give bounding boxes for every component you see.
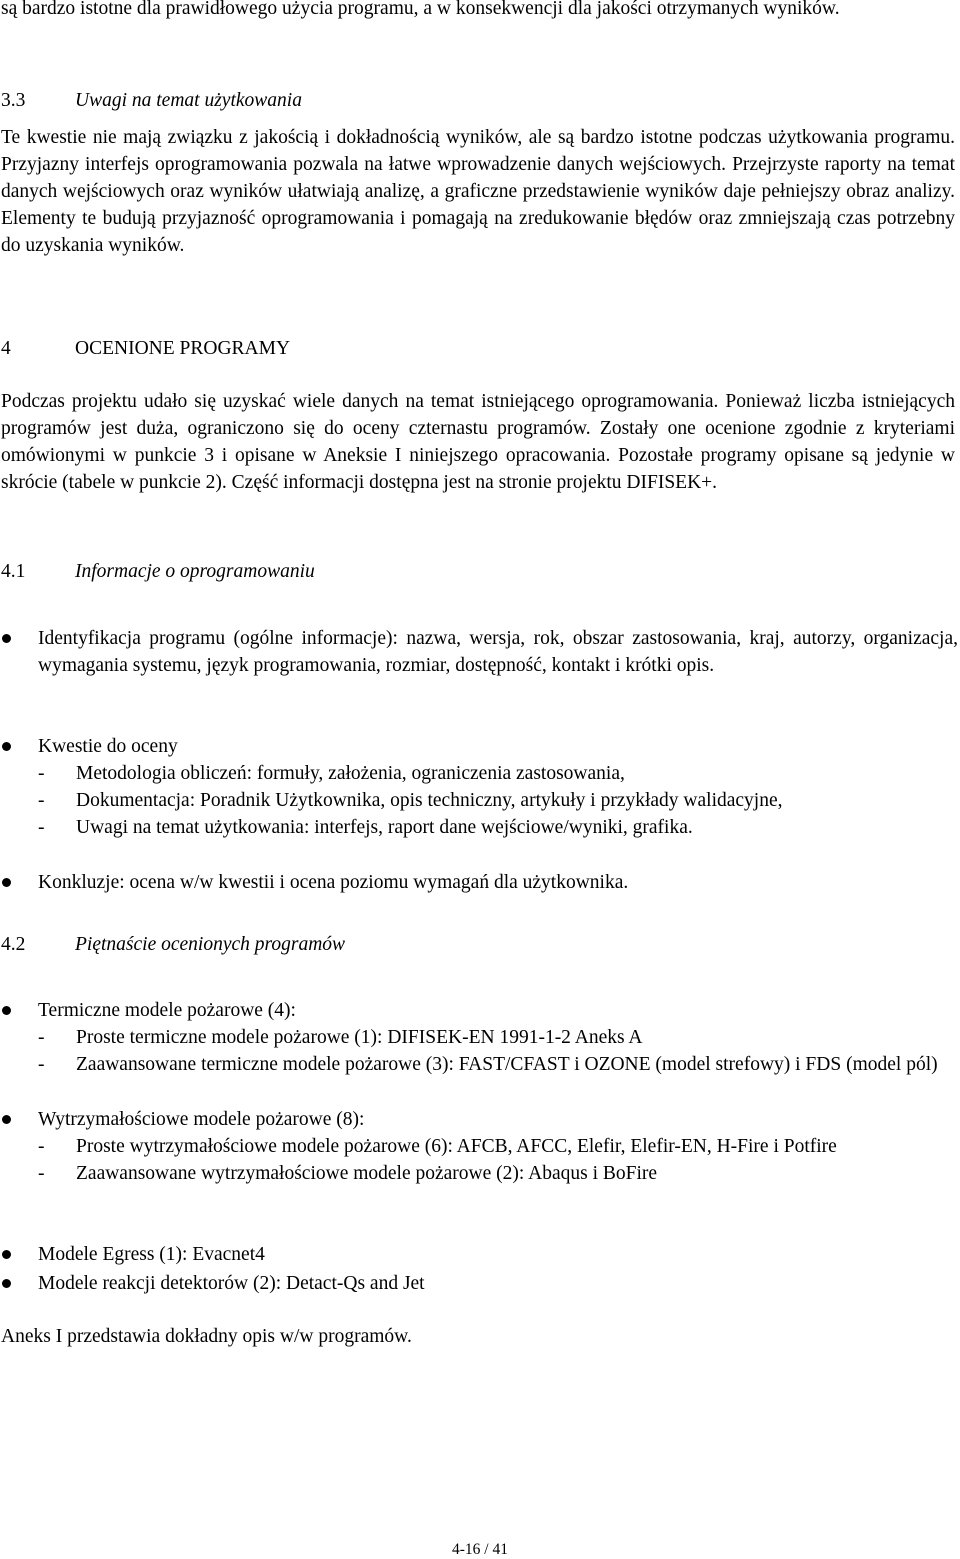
- bullet-text: Modele reakcji detektorów (2): Detact-Qs and Jet: [38, 1273, 425, 1294]
- section-4-number: 4: [1, 338, 11, 359]
- section-3-3-heading: [1, 87, 302, 114]
- sub-item: - Zaawansowane termiczne modele pożarowe (3): FAST/CFAST i OZONE (model strefowy) i FDS (model pól): [38, 1054, 938, 1075]
- section-4-2-title: Piętnaście ocenionych programów: [75, 934, 346, 955]
- section-4-heading: [1, 335, 290, 362]
- bullet-item: [0, 869, 958, 896]
- bullet-text: Kwestie do oceny: [38, 736, 178, 757]
- bullet-dot: [2, 634, 11, 643]
- section-4-1-heading: [1, 558, 315, 585]
- bullet-dot: [2, 878, 11, 887]
- bullet-text: Wytrzymałościowe modele pożarowe (8):: [38, 1109, 365, 1130]
- bullet-dot: [2, 742, 11, 751]
- bullet-text: Identyfikacja programu (ogólne informacje): nazwa, wersja, rok, obszar zastosowania, kraj, autorzy, organizacja, wymagania systemu, język programowania, rozmiar, dostępność, kontakt i krótki opis.: [38, 628, 958, 676]
- sub-item: - Dokumentacja: Poradnik Użytkownika, opis techniczny, artykuły i przykłady walidacyjne,: [38, 790, 783, 811]
- bullet-item: [0, 1106, 958, 1187]
- sub-item: - Uwagi na temat użytkowania: interfejs, raport dane wejściowe/wyniki, grafika.: [38, 817, 693, 838]
- intro-tail-paragraph: są bardzo istotne dla prawidłowego użycia programu, a w konsekwencji dla jakości otrzymanych wyników.: [1, 0, 840, 19]
- page-number: 4-16 / 41: [452, 1541, 508, 1558]
- bullet-dot: [2, 1250, 11, 1259]
- section-3-3-title: Uwagi na temat użytkowania: [75, 90, 302, 111]
- bullet-text: Termiczne modele pożarowe (4):: [38, 1000, 296, 1021]
- section-4-1-number: 4.1: [1, 561, 26, 582]
- bullet-text: Modele Egress (1): Evacnet4: [38, 1244, 265, 1265]
- bullet-dot: [2, 1115, 11, 1124]
- sub-item: - Metodologia obliczeń: formuły, założenia, ograniczenia zastosowania,: [38, 763, 625, 784]
- sub-item: - Proste termiczne modele pożarowe (1): DIFISEK-EN 1991-1-2 Aneks A: [38, 1027, 643, 1048]
- bullet-dot: [2, 1006, 11, 1015]
- bullet-item: [0, 997, 958, 1078]
- section-3-3-number: 3.3: [1, 90, 26, 111]
- sub-item: - Proste wytrzymałościowe modele pożarowe (6): AFCB, AFCC, Elefir, Elefir-EN, H-Fire i Potfire: [38, 1136, 837, 1157]
- section-4-title: OCENIONE PROGRAMY: [75, 338, 291, 359]
- bullet-text: Konkluzje: ocena w/w kwestii i ocena poziomu wymagań dla użytkownika.: [38, 872, 629, 893]
- section-4-2-heading: [1, 931, 345, 958]
- bullet-dot: [2, 1279, 11, 1288]
- bullet-item: [0, 1270, 958, 1297]
- bullet-item: [0, 733, 958, 841]
- section-4-paragraph: Podczas projektu udało się uzyskać wiele danych na temat istniejącego oprogramowania. Ponieważ liczba istniejących programów jest duża, ograniczono się do oceny czternastu programów. Zostały one ocenione zgodnie z kryteriami omówionymi w punkcie 3 i opisane w Aneksie I niniejszego opracowania. Pozostałe programy opisane są jedynie w skrócie (tabele w punkcie 2). Część informacji dostępna jest na stronie projektu DIFISEK+.: [1, 391, 955, 493]
- bullet-item: [0, 625, 958, 679]
- closing-paragraph: Aneks I przedstawia dokładny opis w/w programów.: [1, 1326, 412, 1347]
- section-4-1-title: Informacje o oprogramowaniu: [75, 561, 315, 582]
- sub-item: - Zaawansowane wytrzymałościowe modele pożarowe (2): Abaqus i BoFire: [38, 1163, 658, 1184]
- bullet-item: [0, 1241, 958, 1268]
- section-4-2-number: 4.2: [1, 934, 26, 955]
- section-3-3-paragraph: Te kwestie nie mają związku z jakością i dokładnością wyników, ale są bardzo istotne podczas użytkowania programu. Przyjazny interfejs oprogramowania pozwala na łatwe wprowadzenie danych wejściowych. Przejrzyste raporty na temat danych wejściowych oraz wyników ułatwiają analizę, a graficzne przedstawienie wyników daje pełniejszy obraz analizy. Elementy te budują przyjazność oprogramowania i pomagają na zredukowanie błędów oraz zmniejszają czas potrzebny do uzyskania wyników.: [1, 127, 955, 256]
